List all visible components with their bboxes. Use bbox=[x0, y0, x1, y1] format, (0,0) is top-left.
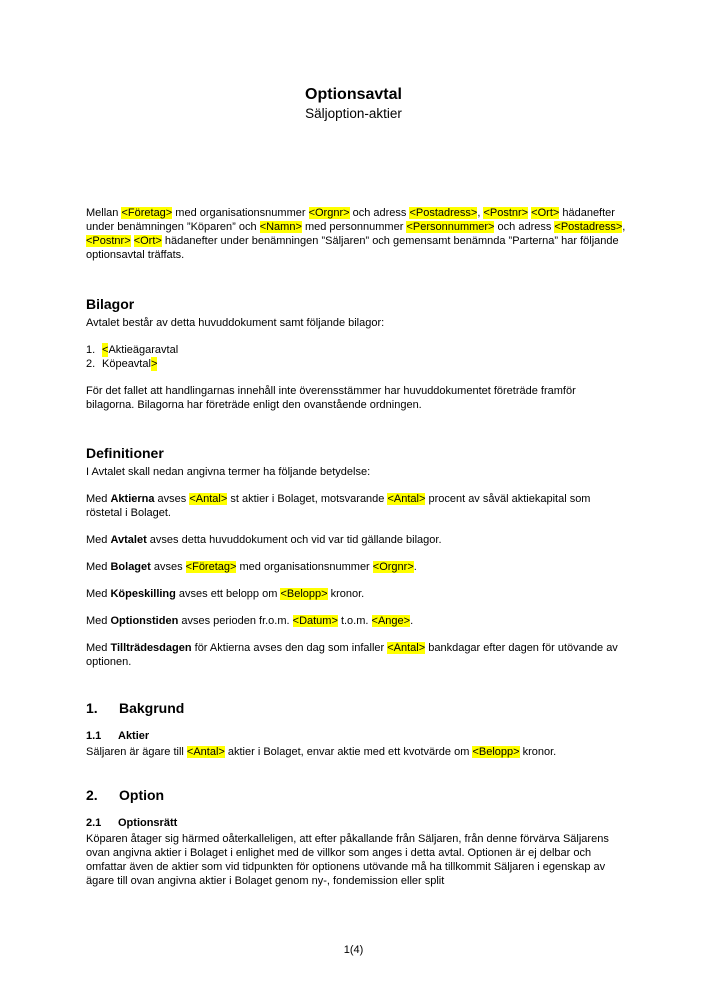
placeholder-field: <Ort> bbox=[133, 235, 162, 247]
placeholder-field: <Namn> bbox=[259, 221, 302, 233]
placeholder-field: <Personnummer> bbox=[406, 221, 495, 233]
placeholder-field: <Antal> bbox=[189, 493, 228, 505]
definition-aktierna: Med Aktierna avses <Antal> st aktier i Bolaget, motsvarande <Antal> procent av såväl aktiekapital som röstetal i Bolaget. bbox=[86, 493, 591, 519]
section-1-1-text: Säljaren är ägare till <Antal> aktier i Bolaget, envar aktie med ett kvotvärde om <Belopp> kronor. bbox=[86, 746, 557, 758]
section-2-heading: 2. Option bbox=[86, 787, 165, 803]
placeholder-field: <Orgnr> bbox=[308, 207, 350, 219]
definition-avtalet: Med Avtalet avses detta huvuddokument och vid var tid gällande bilagor. bbox=[86, 534, 442, 546]
placeholder-field: <Företag> bbox=[121, 207, 173, 219]
definitioner-heading: Definitioner bbox=[86, 445, 164, 461]
placeholder-field: <Datum> bbox=[292, 615, 338, 627]
section-2-1-text: Köparen åtager sig härmed oåterkalleligen, att efter påkallande från Säljaren, från denne förvärva Säljarens ovan angivna aktier i Bolaget i enlighet med de villkor som anges i detta avtal. Optionen är ej delbar och omfattar även de aktier som vid tidpunkten för optionens utövande må ha tillkommit Säljaren i egenskap av ägare till ovan angivna aktier i Bolaget genom ny-, fondemission eller split bbox=[86, 833, 609, 887]
definition-tilltradesdagen: Med Tillträdesdagen för Aktierna avses den dag som infaller <Antal> bankdagar efter dagen för utövande av optionen. bbox=[86, 642, 618, 668]
page-number: 1(4) bbox=[343, 944, 364, 956]
document-title: Optionsavtal bbox=[305, 86, 402, 103]
placeholder-field: <Orgnr> bbox=[372, 561, 414, 573]
bilagor-list bbox=[86, 343, 626, 371]
placeholder-field: <Belopp> bbox=[280, 588, 328, 600]
list-item: 1. < Aktieägaravtal bbox=[86, 344, 179, 356]
placeholder-field: <Ort> bbox=[531, 207, 560, 219]
document-subtitle: Säljoption-aktier bbox=[305, 106, 402, 121]
definition-bolaget: Med Bolaget avses <Företag> med organisationsnummer <Orgnr>. bbox=[86, 561, 417, 573]
placeholder-field: <Antal> bbox=[387, 642, 426, 654]
placeholder-field: <Postnr> bbox=[86, 235, 131, 247]
placeholder-field: <Postadress> bbox=[409, 207, 478, 219]
placeholder-field: <Antal> bbox=[186, 746, 225, 758]
list-item: 2. Köpeavtal > bbox=[86, 358, 158, 370]
placeholder-field: <Antal> bbox=[387, 493, 426, 505]
intro-paragraph: Mellan <Företag> med organisationsnummer <Orgnr> och adress <Postadress>, <Postnr> <Ort> hädanefter under benämningen ”Köparen” och <Namn> med personnummer <Personnummer> och adress <Postadress>, <Postnr> <Ort> hädanefter under benämningen ”Säljaren” och gemensamt benämnda ”Parterna” har följande optionsavtal träffats. bbox=[86, 207, 626, 261]
section-1-heading: 1. Bakgrund bbox=[86, 700, 185, 716]
placeholder-field: <Företag> bbox=[185, 561, 237, 573]
definition-optionstiden: Med Optionstiden avses perioden fr.o.m. <Datum> t.o.m. <Ange>. bbox=[86, 615, 414, 627]
definition-kopeskilling: Med Köpeskilling avses ett belopp om <Belopp> kronor. bbox=[86, 588, 365, 600]
bilagor-precedence: För det fallet att handlingarnas innehåll inte överensstämmer har huvuddokumentet företräde framför bilagorna. Bilagorna har företräde enligt den ovanstående ordningen. bbox=[86, 385, 576, 411]
section-2-1-heading: 2.1 Optionsrätt bbox=[86, 817, 178, 829]
definitioner-intro: I Avtalet skall nedan angivna termer ha följande betydelse: bbox=[86, 466, 371, 478]
document-body bbox=[86, 206, 626, 901]
bilagor-heading: Bilagor bbox=[86, 296, 135, 312]
bilagor-intro: Avtalet består av detta huvuddokument samt följande bilagor: bbox=[86, 317, 385, 329]
placeholder-field: <Postadress> bbox=[554, 221, 623, 233]
placeholder-field: <Ange> bbox=[371, 615, 411, 627]
section-1-1-heading: 1.1 Aktier bbox=[86, 730, 150, 742]
placeholder-field: <Postnr> bbox=[483, 207, 529, 219]
placeholder-field: <Belopp> bbox=[472, 746, 520, 758]
